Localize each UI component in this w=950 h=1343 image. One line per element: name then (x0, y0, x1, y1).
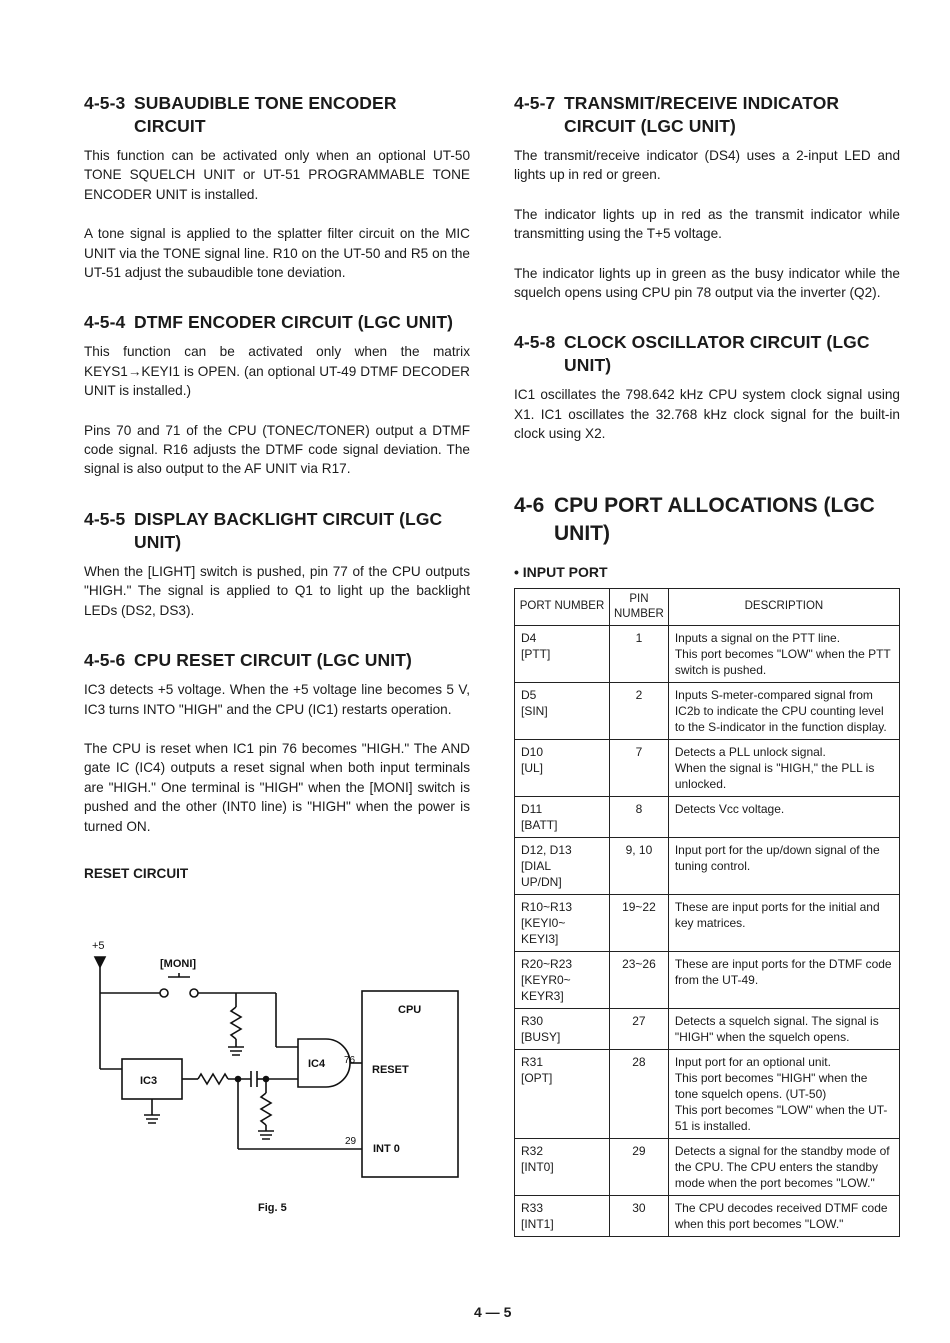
description-cell: Input port for the up/down signal of the tuning control. (668, 837, 899, 894)
description-cell: Detects a signal for the standby mode of the CPU. The CPU enters the standby mode when the port becomes "LOW." (668, 1138, 899, 1195)
pin-cell: 23~26 (610, 951, 669, 1008)
switch-contact (190, 989, 198, 997)
table-row (515, 739, 900, 796)
left-column (84, 92, 470, 881)
paragraph: The transmit/receive indicator (DS4) uses a 2-input LED and lights up in red or green. (514, 148, 900, 183)
port-cell: R10~R13 [KEYI0~ KEYI3] (515, 894, 610, 951)
paragraph: When the [LIGHT] switch is pushed, pin 77 of the CPU outputs "HIGH." The signal is applied to Q1 to light up the backlight LEDs (DS2, DS3). (84, 563, 470, 618)
pin-cell: 29 (610, 1138, 669, 1195)
pin-cell: 2 (610, 682, 669, 739)
input-port-table (514, 588, 900, 1237)
pin-cell: 8 (610, 796, 669, 837)
resistor (231, 1007, 241, 1039)
paragraph: IC1 oscillates the 798.642 kHz CPU system clock signal using X1. IC1 oscillates the 32.768 kHz clock signal for the built-in clock using X2. (514, 387, 900, 442)
heading-4-5-6: 4-5-6 CPU RESET CIRCUIT (LGC UNIT) (84, 650, 412, 671)
paragraph: The indicator lights up in red as the transmit indicator while transmitting using the T+5 voltage. (514, 206, 900, 242)
pin-cell: 28 (610, 1049, 669, 1138)
port-cell: R20~R23 [KEYR0~ KEYR3] (515, 951, 610, 1008)
switch-contact (160, 989, 168, 997)
resistor (198, 1074, 228, 1084)
heading-4-5-3: 4-5-3 SUBAUDIBLE TONE ENCODER CIRCUIT (84, 93, 397, 136)
table-row (515, 1138, 900, 1195)
ground-symbol (228, 1047, 244, 1055)
table-row (515, 1049, 900, 1138)
description-cell: Inputs a signal on the PTT line. This port becomes "LOW" when the PTT switch is pushed. (668, 625, 899, 682)
pin-cell: 27 (610, 1008, 669, 1049)
port-cell: D11 [BATT] (515, 796, 610, 837)
port-cell: R33 [INT1] (515, 1195, 610, 1236)
paragraph: The CPU is reset when IC1 pin 76 becomes "HIGH." The AND gate IC (IC4) outputs a reset signal when both input terminals are "HIGH." One terminal is "HIGH" when the [MONI] switch is pushed and the other (INT0 line) is "HIGH" when the power is turned ON. (84, 740, 470, 834)
table-row (515, 951, 900, 1008)
ground-symbol (258, 1131, 274, 1139)
port-cell: D5 [SIN] (515, 682, 610, 739)
ground-symbol (144, 1115, 160, 1123)
description-cell: Detects a squelch signal. The signal is "HIGH" when the squelch opens. (668, 1008, 899, 1049)
column-header: PORT NUMBER (515, 588, 610, 625)
reset-circuit-diagram (86, 935, 476, 1225)
supply-arrow (95, 957, 105, 967)
pin29-label: 29 (345, 1136, 357, 1147)
table-row (515, 1008, 900, 1049)
table-row (515, 625, 900, 682)
ic3-label: IC3 (140, 1075, 158, 1087)
pin-cell: 19~22 (610, 894, 669, 951)
input-port-label: • INPUT PORT (514, 563, 608, 580)
port-cell: D10 [UL] (515, 739, 610, 796)
port-cell: R32 [INT0] (515, 1138, 610, 1195)
moni-switch-label: [MONI] (160, 958, 197, 970)
port-cell: R31 [OPT] (515, 1049, 610, 1138)
table-header-row (515, 588, 900, 625)
table-row (515, 682, 900, 739)
pin76-label: 76 (344, 1055, 356, 1066)
resistor (261, 1093, 271, 1125)
table-row (515, 796, 900, 837)
page-number: 4 — 5 (474, 1304, 512, 1320)
table-body (515, 625, 900, 1236)
port-cell: D12, D13 [DIAL UP/DN] (515, 837, 610, 894)
column-header: PIN NUMBER (610, 588, 669, 625)
supply-label: +5 (92, 940, 105, 952)
heading-4-5-8: 4-5-8 CLOCK OSCILLATOR CIRCUIT (LGC UNIT) (514, 332, 870, 376)
pin-cell: 9, 10 (610, 837, 669, 894)
table-row (515, 1195, 900, 1236)
reset-circuit-title: RESET CIRCUIT (84, 865, 189, 881)
table-row (515, 837, 900, 894)
paragraph: A tone signal is applied to the splatter filter circuit on the MIC UNIT via the TONE signal line. R10 on the UT-50 and R5 on the UT-51 adjust the subaudible tone deviation. (84, 226, 470, 281)
heading-4-6: 4-6 CPU PORT ALLOCATIONS (LGC UNIT) (514, 493, 875, 545)
description-cell: The CPU decodes received DTMF code when this port becomes "LOW." (668, 1195, 899, 1236)
description-cell: Detects Vcc voltage. (668, 796, 899, 837)
figure-caption: Fig. 5 (258, 1202, 287, 1214)
column-header: DESCRIPTION (668, 588, 899, 625)
pin-cell: 30 (610, 1195, 669, 1236)
heading-4-5-7: 4-5-7 TRANSMIT/RECEIVE INDICATOR CIRCUIT (LGC UNIT) (514, 93, 840, 136)
paragraph: This function can be activated only when the matrix KEYS1→KEYI1 is OPEN. (an optional UT-49 DTMF DECODER UNIT is installed.) (84, 344, 470, 399)
pin-cell: 1 (610, 625, 669, 682)
heading-4-5-4: 4-5-4 DTMF ENCODER CIRCUIT (LGC UNIT) (84, 312, 454, 333)
paragraph: This function can be activated only when an optional UT-50 TONE SQUELCH UNIT or UT-51 PROGRAMMABLE TONE ENCODER UNIT is installed. (84, 148, 470, 202)
heading-4-5-5: 4-5-5 DISPLAY BACKLIGHT CIRCUIT (LGC UNIT) (84, 508, 443, 552)
cpu-label: CPU (398, 1004, 422, 1016)
table-row (515, 894, 900, 951)
pin-cell: 7 (610, 739, 669, 796)
ic4-label: IC4 (308, 1058, 326, 1070)
paragraph: IC3 detects +5 voltage. When the +5 voltage line becomes 5 V, IC3 turns INTO "HIGH" and the CPU (IC1) restarts operation. (84, 682, 470, 717)
reset-pin-label: RESET (372, 1064, 409, 1076)
description-cell: Inputs S-meter-compared signal from IC2b to indicate the CPU counting level to the S-indicator in the function display. (668, 682, 899, 739)
description-cell: Detects a PLL unlock signal. When the signal is "HIGH," the PLL is unlocked. (668, 739, 899, 796)
description-cell: These are input ports for the DTMF code from the UT-49. (668, 951, 899, 1008)
paragraph: Pins 70 and 71 of the CPU (TONEC/TONER) output a DTMF code signal. R16 adjusts the DTMF code signal deviation. The signal is also output to the AF UNIT via R17. (84, 422, 470, 477)
description-cell: Input port for an optional unit. This port becomes "HIGH" when the tone squelch opens. (UT-50) This port becomes "LOW" when the UT-51 is installed. (668, 1049, 899, 1138)
port-cell: R30 [BUSY] (515, 1008, 610, 1049)
description-cell: These are input ports for the initial and key matrices. (668, 894, 899, 951)
int0-pin-label: INT 0 (373, 1143, 400, 1155)
port-cell: D4 [PTT] (515, 625, 610, 682)
paragraph: The indicator lights up in green as the busy indicator while the squelch opens using CPU pin 78 output via the inverter (Q2). (514, 265, 900, 301)
right-column (514, 92, 900, 1237)
